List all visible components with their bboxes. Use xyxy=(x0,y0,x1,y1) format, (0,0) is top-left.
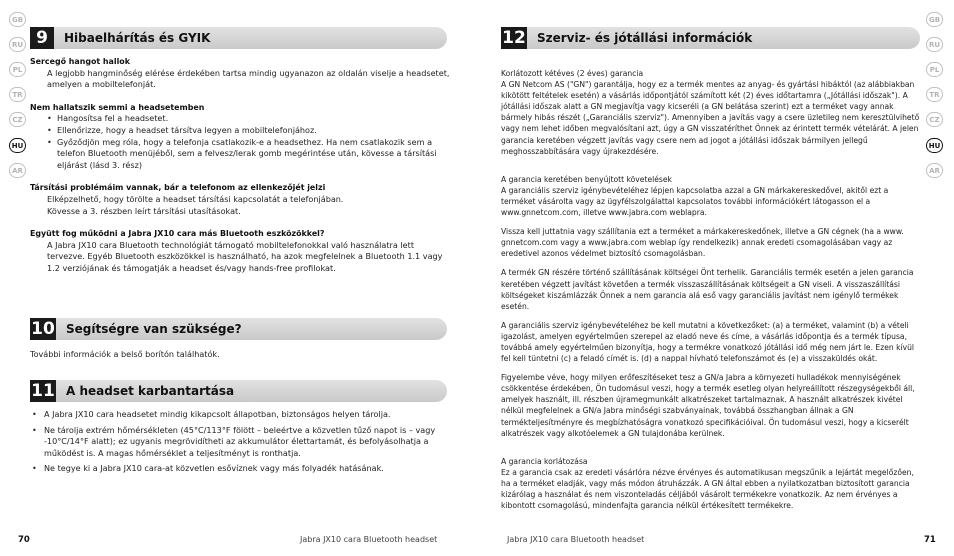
paragraph: A garanciális szerviz igénybevételéhez be kell mutatni a következőket: (a) a terméket, valamint (b) a vételi igazolást, amelyen egyértelműen szerepel az eladó neve és címe, a vásárlás időpontja és a termék típusa, továbbá amely egyértelműen bizonyítja, hogy a termékre vonatkozó jótállási idő még nem járt le. Ezen kívül fel kell tüntetni (c) a feladó címét is. (d) a nappal hívható telefonszámot és (e) a visszaküldés okát. xyxy=(501,320,915,364)
paragraph-heading: A garancia keretében benyújtott követelések xyxy=(501,174,672,184)
paragraph: Ez a garancia csak az eredeti vásárlóra nézve érvényes és automatikusan megszűnik a lejártát megelőzően, ha a terméket eladják, vagy más módon átruházzák. A GN által ebben a nyilatkozatban biztosított garancia kizárólag a használat és nem viszonteladás céljából vásárolt termékekre vonatkozik. Az nem érvényes a kibontott csomagolású, mindenfajta garancia nélkül értékesített termékekre. xyxy=(501,467,914,511)
language-tab-pl[interactable]: PL xyxy=(9,62,26,77)
list-item: • Győződjön meg róla, hogy a telefonja csatlakozik-e a headsethez. Ha nem csatlakozik sem a telefon Bluetooth menüjéből, sem a felvesz/lerak gomb megérintése után, kövesse a társítási eljárást (lásd 3. rész) xyxy=(47,137,450,172)
language-tab-cz[interactable]: CZ xyxy=(926,112,943,127)
list-item: • A Jabra JX10 cara headsetet mindig kikapcsolt állapotban, biztonságos helyen tárolja. xyxy=(30,409,450,421)
footer-left: Jabra JX10 cara Bluetooth headset xyxy=(300,535,438,544)
language-tab-pl[interactable]: PL xyxy=(926,62,943,77)
section-10-number: 10 xyxy=(31,319,55,339)
page-number-right: 71 xyxy=(924,535,936,545)
faq-block xyxy=(30,56,450,275)
list-item: • Ellenőrizze, hogy a headset társítva legyen a mobiltelefonjához. xyxy=(47,125,450,137)
section-12-title: Szerviz- és jótállási információk xyxy=(537,31,753,45)
faq-answer-2-list xyxy=(30,113,450,171)
language-tab-tr[interactable]: TR xyxy=(926,87,943,102)
list-item: • Ne tárolja extrém hőmérsékleten (45°C/113°F fölött – beleértve a közvetlen tűző napot is – vagy -10°C/14°F alatt); ez ugyanis megrövidítheti az akkumulátor élettartamát, és befolyásolhatja a működést is. A magas hőmérséklet a teljesítményt is ronthatja. xyxy=(30,425,450,460)
page-number-left: 70 xyxy=(18,535,30,545)
warranty-text xyxy=(501,68,921,511)
section-10-header xyxy=(30,318,447,340)
language-tab-ru[interactable]: RU xyxy=(9,37,26,52)
language-tab-gb[interactable]: GB xyxy=(9,12,26,27)
list-item: • Hangosítsa fel a headsetet. xyxy=(47,113,450,125)
section-12-number: 12 xyxy=(502,28,526,48)
section-11-number: 11 xyxy=(31,381,55,401)
language-tab-gb[interactable]: GB xyxy=(926,12,943,27)
faq-answer-1: A legjobb hangminőség elérése érdekében tartsa mindig ugyanazon az oldalán viselje a headsetet, amelyen a mobiltelefonját. xyxy=(47,67,450,90)
language-tab-hu[interactable]: HU xyxy=(926,138,943,153)
section-12-header xyxy=(501,27,920,49)
language-tab-cz[interactable]: CZ xyxy=(9,112,26,127)
paragraph: Vissza kell juttatnia vagy szállítania ezt a terméket a márkakereskedőnek, illetve a GN cégnek (ha a www. gnnetcom.com vagy a www.jabra.com weblap így rendelkezik) annak eredeti csomagolásában vagy az eredetivel azonos védelmet biztosító csomagolásban. xyxy=(501,227,904,259)
footer-right: Jabra JX10 cara Bluetooth headset xyxy=(507,535,645,544)
section-10-text: További információk a belső borítón találhatók. xyxy=(30,349,220,359)
faq-question-2: Nem hallatszik semmi a headsetemben xyxy=(30,102,205,112)
section-9-number: 9 xyxy=(30,27,54,49)
section-10-title: Segítségre van szüksége? xyxy=(66,322,242,336)
faq-answer-3b: Kövesse a 3. részben leírt társítási utasításokat. xyxy=(47,205,241,216)
language-tab-ar[interactable]: AR xyxy=(9,163,26,178)
section-9-title: Hibaelhárítás és GYIK xyxy=(64,31,211,45)
faq-answer-4: A Jabra JX10 cara Bluetooth technológiát támogató mobiltelefonokkal való használatra lett tervezve. Egyéb Bluetooth eszközökkel is használható, ha azok megfelelnek a Bluetooth 1.1 vagy 1.2 verziójának és támogatják a headset és/vagy hands-free profilokat. xyxy=(47,239,443,273)
faq-answer-3a: Elképzelhető, hogy törölte a headset társítási kapcsolatát a telefonjában. xyxy=(47,193,344,204)
language-tab-ar[interactable]: AR xyxy=(926,163,943,178)
language-tab-ru[interactable]: RU xyxy=(926,37,943,52)
language-tab-tr[interactable]: TR xyxy=(9,87,26,102)
faq-question-3: Társítási problémáim vannak, bár a telefonom az ellenkezőjét jelzi xyxy=(30,183,326,193)
faq-question-1: Sercegő hangot hallok xyxy=(30,57,130,66)
section-11-title: A headset karbantartása xyxy=(66,384,235,398)
maintenance-list xyxy=(30,409,450,475)
paragraph-heading: Korlátozott kétéves (2 éves) garancia xyxy=(501,69,644,78)
faq-question-4: Együtt fog működni a Jabra JX10 cara más Bluetooth eszközökkel? xyxy=(30,229,325,239)
paragraph: A termék GN részére történő szállításának költségei Önt terhelik. Garanciális termék esetén a jelen garancia keretében végzett javítást követően a termék visszaszállításának költségeit a GN viseli. A visszaszállítási költségeket kiszámlázzák Önnek a nem garancia alá eső vagy garanciális javítást nem igénylő termékek esetén. xyxy=(501,268,914,311)
paragraph: A GN Netcom AS ("GN") garantálja, hogy ez a termék mentes az anyag- és gyártási hibáktól (az alábbiakban kikötött feltételek esetén) a vásárlás időpontjától számított két (2) éves időtartamra („Jótállási időszak"). A jótállási időszak alatt a GN megjavítja vagy kicseréli (a GN belátása szerint) ezt a terméket vagy annak bármely hibás részét („Garanciális szerviz"). Amennyiben a javítás vagy a csere üzletileg nem keresztülvihető vagy nem lehet időben megvalósítani azt, úgy a GN visszatéríthet Önnek az érintett termék vételárát. A jelen garancia keretében végzett javítás vagy csere nem ad jogot a jótállási időszak bármilyen jellegű meghosszabbítására vagy újrakezdésére. xyxy=(501,80,920,156)
right-page xyxy=(477,0,954,556)
section-11-header xyxy=(30,380,447,402)
paragraph: A garanciális szerviz igénybevételéhez lépjen kapcsolatba azzal a GN márkakereskedővel, akitől ezt a terméket vásárolta vagy az ügyfélszolgálattal kapcsolatos további információkért látogasson el a www.gnnetcom.com, illetve www.jabra.com weblapra. xyxy=(501,185,889,218)
language-tab-hu[interactable]: HU xyxy=(9,138,26,153)
list-item: • Ne tegye ki a Jabra JX10 cara-at közvetlen esővíznek vagy más folyadék hatásának. xyxy=(30,463,450,475)
section-9-header xyxy=(30,27,447,49)
paragraph: Figyelembe véve, hogy milyen erőfeszítéseket tesz a GN/a Jabra a környezeti hulladékok mennyiségének csökkentése érdekében, Ön tudomásul veszi, hogy a termék esetleg olyan helyreállított részegységekből áll, amelyek használt, ill. részben újramegmunkált alkatrészeket tartalmaznak. A használt alkatrészek kivétel nélkül megfelelnek a GN/a Jabra minőségi szabványainak, továbbá összhangban állnak a GN termékteljesítményre és megbízhatóságra vonatkozó specifikációival. Ön tudomásul veszi, hogy a kicserélt alkatrészek vagy alkotóelemek a GN tulajdonába kerülnek. xyxy=(501,373,915,438)
paragraph-heading: A garancia korlátozása xyxy=(501,456,588,466)
